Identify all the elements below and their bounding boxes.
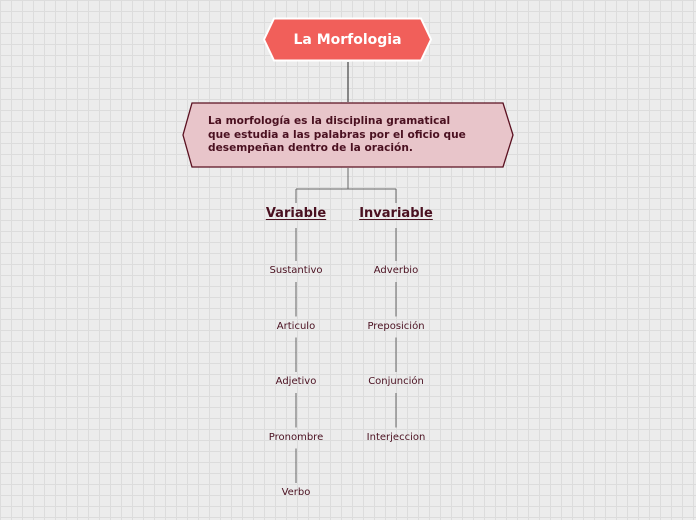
leaf-item[interactable]: Preposición [367,320,425,332]
definition-node[interactable] [182,102,514,168]
leaf-item[interactable]: Conjunción [368,376,424,387]
leaf-item[interactable]: Adverbio [373,265,419,276]
root-title-node[interactable] [263,17,432,62]
leaf-item[interactable]: Articulo [276,320,316,332]
branch-invariable[interactable]: Invariable [359,206,433,221]
root-title: La Morfologia [293,31,402,48]
leaf-item[interactable]: Pronombre [268,431,324,443]
branch-variable[interactable]: Variable [265,206,327,221]
leaf-item[interactable]: Verbo [281,487,311,498]
leaf-item[interactable]: Adjetivo [275,376,317,387]
definition-text: La morfología es la disciplina gramatical que estudia a las palabras por el oficio que desempeñan dentro de la oración. [208,115,466,154]
leaf-item[interactable]: Sustantivo [269,265,323,276]
leaf-item[interactable]: Interjeccion [366,431,426,443]
